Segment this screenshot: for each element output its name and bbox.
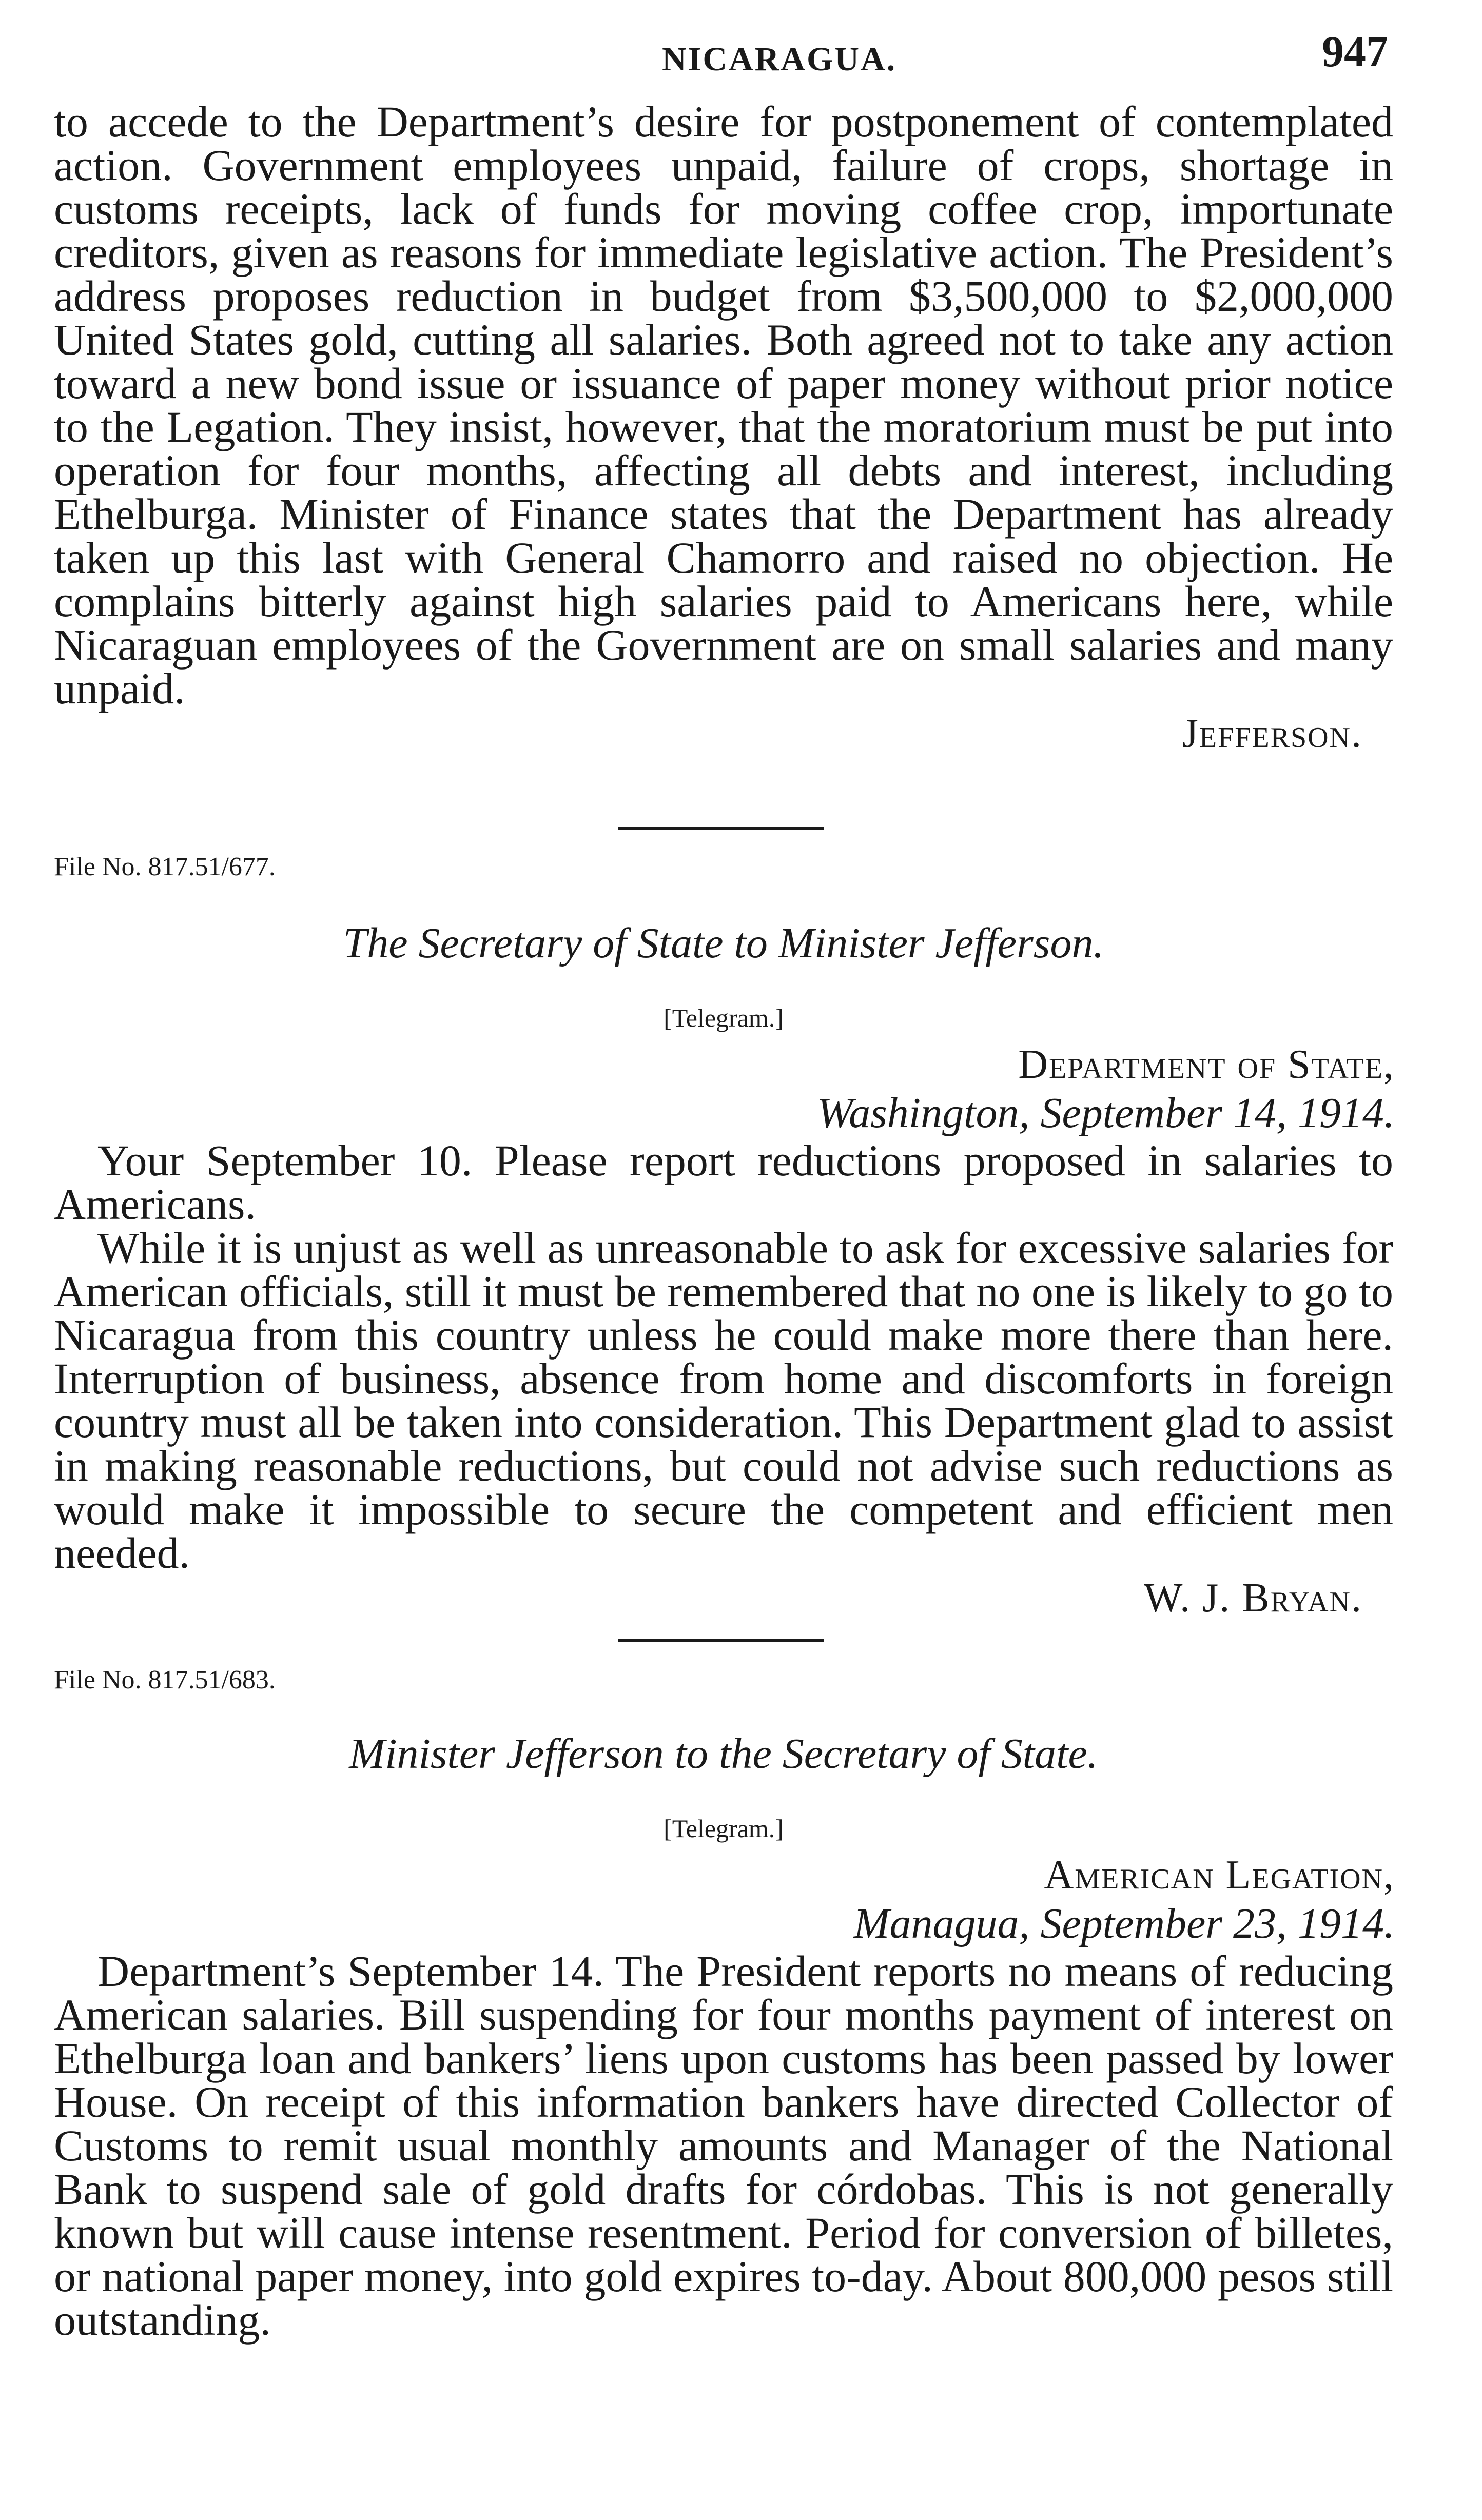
dateline bbox=[817, 1041, 1395, 1138]
continuation-paragraph: to accede to the Department’s desire for postponement of contemplated action. Government employees unpaid, failure of crops, shortage in customs receipts, lack of funds for moving coffee crop, importunate creditors, given as reasons for immediate legislative action. The President’s address proposes reduction in budget from $3,500,000 to $2,000,000 United States gold, cutting all salaries. Both agreed not to take any action toward a new bond issue or issuance of paper money without prior notice to the Legation. They insist, however, that the moratorium must be put into operation for four months, affecting all debts and interest, including Ethelburga. Minister of Finance states that the Department has already taken up this last with General Chamorro and raised no objection. He complains bitterly against high salaries paid to Americans here, while Nicaraguan employees of the Government are on small salaries and many unpaid. bbox=[54, 97, 1393, 713]
page-header bbox=[54, 21, 1393, 82]
dateline bbox=[853, 1852, 1395, 1948]
dateline-office: Department of State, bbox=[1018, 1042, 1395, 1087]
body-paragraph: Your September 10. Please report reductions proposed in salaries to Americans. bbox=[54, 1136, 1393, 1229]
document-title: Minister Jefferson to the Secretary of State. bbox=[349, 1730, 1098, 1778]
running-head: NICARAGUA. bbox=[662, 41, 897, 78]
file-number: File No. 817.51/683. bbox=[54, 1665, 276, 1695]
body-paragraph: Department’s September 14. The President reports no means of reducing American salaries. Bill suspending for four months payment of interest on Ethelburga loan and bankers’ liens upon customs has been passed by lower House. On receipt of this information bankers have directed Collector of Customs to remit usual monthly amounts and Manager of the National Bank to suspend sale of gold drafts for córdobas. This is not generally known but will cause intense resentment. Period for conversion of billetes, or national paper money, into gold expires to-day. About 800,000 pesos still outstanding. bbox=[54, 1946, 1393, 2345]
document-body bbox=[54, 1946, 1393, 2345]
section-divider bbox=[618, 827, 824, 830]
continuation-section bbox=[54, 97, 1393, 757]
telegram-label: [Telegram.] bbox=[664, 1003, 784, 1032]
document-title: The Secretary of State to Minister Jefferson. bbox=[343, 919, 1104, 967]
dateline-place-date: Managua, September 23, 1914. bbox=[853, 1900, 1395, 1947]
telegram-label: [Telegram.] bbox=[664, 1814, 784, 1843]
document-body bbox=[54, 1136, 1393, 1622]
dateline-office: American Legation, bbox=[1044, 1853, 1395, 1898]
file-number: File No. 817.51/677. bbox=[54, 852, 276, 881]
dateline-place-date: Washington, September 14, 1914. bbox=[816, 1089, 1395, 1137]
section-divider bbox=[618, 1639, 824, 1642]
page-number: 947 bbox=[1322, 27, 1388, 76]
body-paragraph: While it is unjust as well as unreasonable to ask for excessive salaries for American officials, still it must be remembered that no one is likely to go to Nicaragua from this country unless he could make more there than here. Interruption of business, absence from home and discomforts in foreign country must all be taken into consideration. This Department glad to assist in making reasonable reductions, but could not advise such reductions as would make it impossible to secure the competent and efficient men needed. bbox=[54, 1223, 1393, 1578]
signature-bryan: W. J. Bryan. bbox=[1143, 1576, 1362, 1621]
signature-jefferson: Jefferson. bbox=[1182, 711, 1362, 756]
